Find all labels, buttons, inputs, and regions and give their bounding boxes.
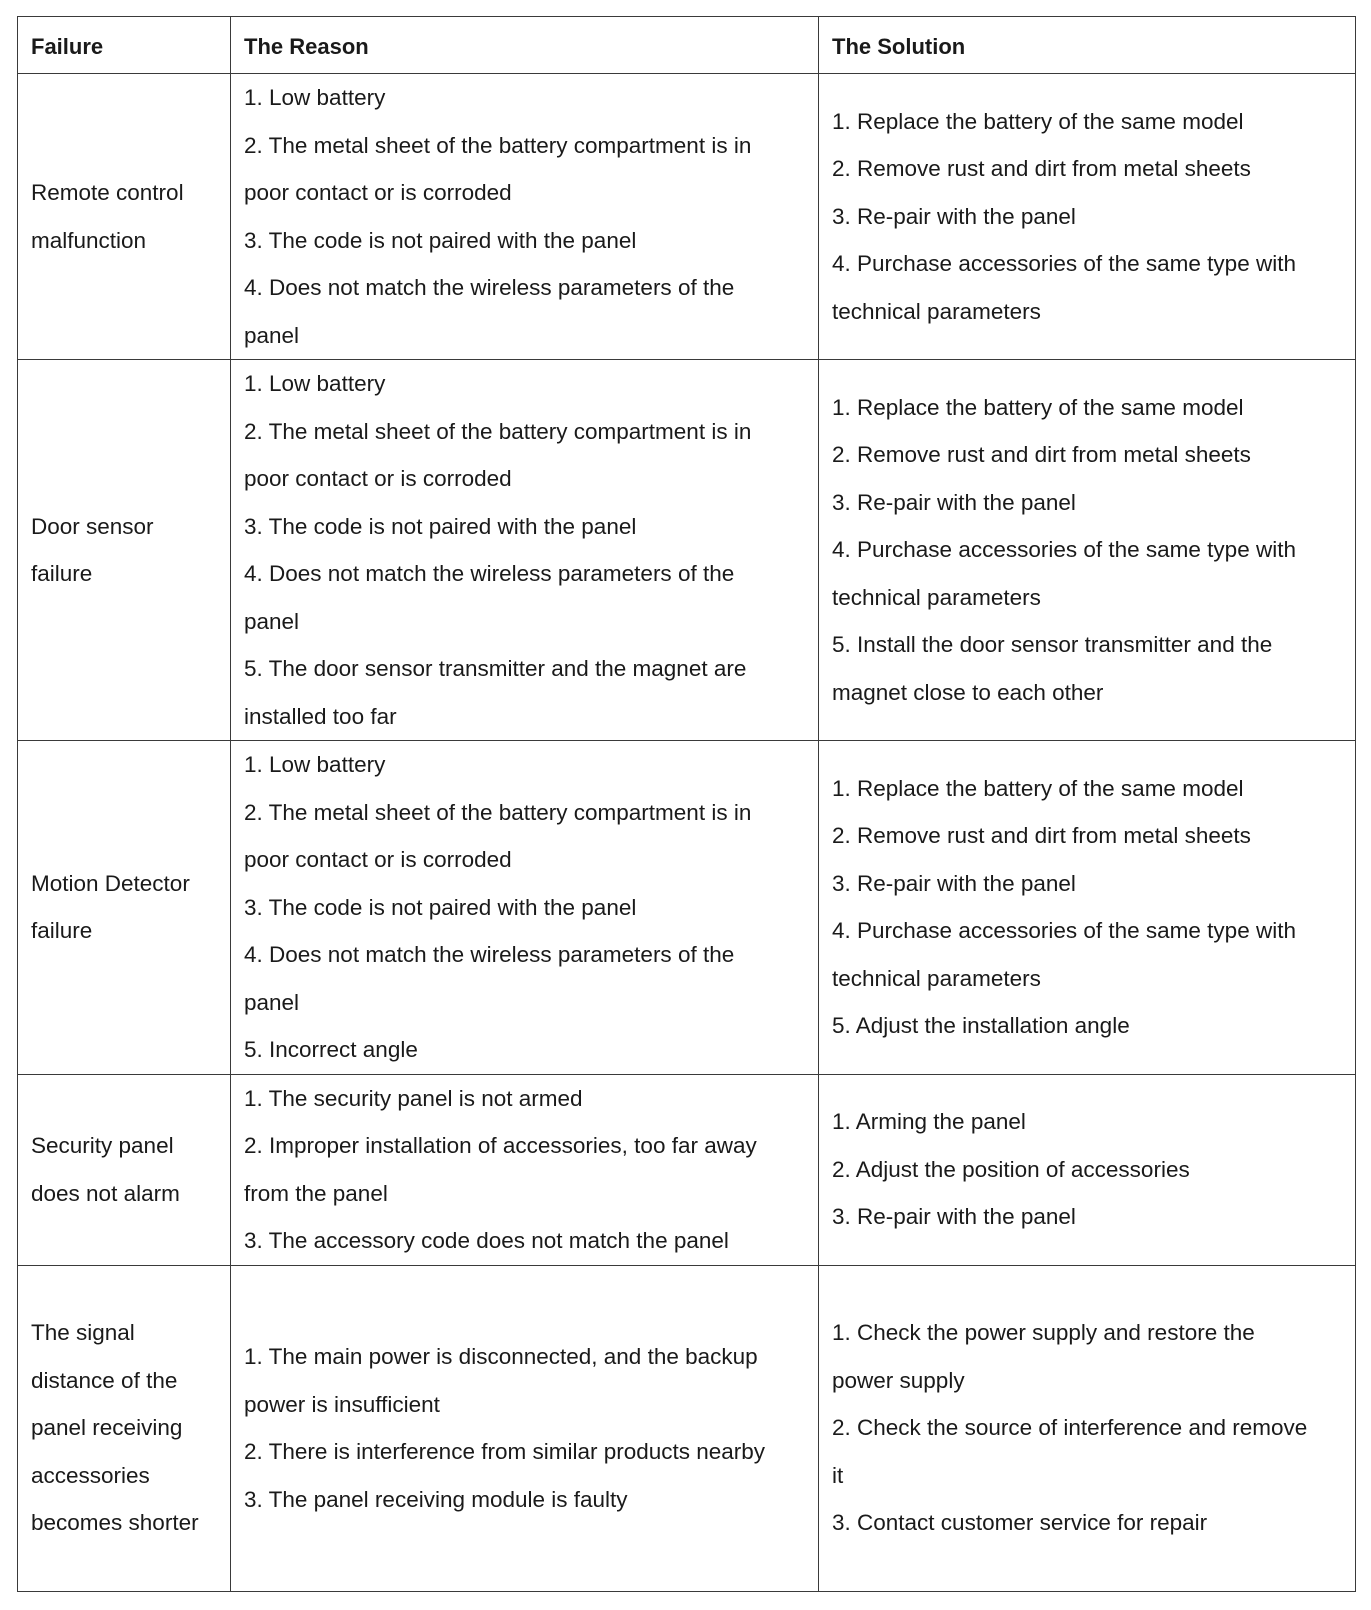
solution-line: 2. Remove rust and dirt from metal sheets bbox=[832, 442, 1251, 468]
solution-line: 5. Install the door sensor transmitter and the bbox=[832, 632, 1273, 658]
solution-line: 3. Re-pair with the panel bbox=[832, 1204, 1076, 1230]
reason-line: 4. Does not match the wireless parameters of the bbox=[244, 942, 735, 967]
solution-line: 1. Replace the battery of the same model bbox=[832, 108, 1244, 134]
reason-line: 3. The code is not paired with the panel bbox=[244, 894, 637, 920]
reason-line: poor contact or is corroded bbox=[244, 180, 512, 205]
solution-cell bbox=[819, 360, 1356, 741]
header-row bbox=[18, 17, 1356, 74]
reason-line: 2. There is interference from similar products nearby bbox=[244, 1439, 766, 1464]
reason-line: 1. Low battery bbox=[244, 85, 386, 110]
solution-line: 4. Purchase accessories of the same type with bbox=[832, 251, 1296, 277]
failure-cell bbox=[18, 1265, 231, 1591]
reason-line: 4. Does not match the wireless parameters of the bbox=[244, 275, 735, 300]
reason-line: 3. The panel receiving module is faulty bbox=[244, 1486, 628, 1512]
reason-cell bbox=[231, 741, 819, 1075]
reason-cell bbox=[231, 360, 819, 741]
failure-line: failure bbox=[31, 561, 93, 586]
solution-line: power supply bbox=[832, 1367, 965, 1393]
table-row bbox=[18, 360, 1356, 741]
solution-line: 1. Replace the battery of the same model bbox=[832, 775, 1244, 801]
failure-line: failure bbox=[31, 918, 93, 944]
table-row bbox=[18, 1265, 1356, 1591]
failure-line: Motion Detector bbox=[31, 870, 190, 896]
reason-line: 1. Low battery bbox=[244, 752, 386, 777]
reason-cell bbox=[231, 74, 819, 360]
reason-line: 2. The metal sheet of the battery compartment is in bbox=[244, 418, 752, 444]
header-solution: The Solution bbox=[819, 17, 1356, 74]
reason-line: poor contact or is corroded bbox=[244, 466, 512, 491]
failure-line: distance of the bbox=[31, 1367, 178, 1393]
solution-line: it bbox=[832, 1462, 844, 1488]
solution-cell bbox=[819, 741, 1356, 1075]
failure-line: malfunction bbox=[31, 227, 147, 253]
solution-line: technical parameters bbox=[832, 965, 1041, 991]
reason-line: panel bbox=[244, 608, 300, 634]
failure-cell bbox=[18, 74, 231, 360]
reason-line: 3. The code is not paired with the panel bbox=[244, 513, 637, 539]
solution-line: 5. Adjust the installation angle bbox=[832, 1013, 1130, 1039]
table-row bbox=[18, 74, 1356, 360]
solution-cell bbox=[819, 1265, 1356, 1591]
solution-line: 2. Check the source of interference and remove bbox=[832, 1415, 1308, 1441]
header-reason: The Reason bbox=[231, 17, 819, 74]
solution-line: 3. Contact customer service for repair bbox=[832, 1510, 1208, 1536]
reason-line: panel bbox=[244, 989, 300, 1015]
solution-line: technical parameters bbox=[832, 298, 1041, 324]
solution-line: 2. Remove rust and dirt from metal sheets bbox=[832, 156, 1251, 182]
failure-line: Remote control bbox=[31, 180, 184, 205]
reason-line: 5. The door sensor transmitter and the magnet are bbox=[244, 656, 747, 681]
failure-line: The signal bbox=[31, 1320, 135, 1346]
solution-line: 3. Re-pair with the panel bbox=[832, 489, 1076, 515]
reason-line: from the panel bbox=[244, 1180, 388, 1206]
failure-line: accessories bbox=[31, 1462, 150, 1488]
solution-cell bbox=[819, 74, 1356, 360]
failure-cell bbox=[18, 1074, 231, 1265]
reason-line: 2. Improper installation of accessories, too far away bbox=[244, 1133, 757, 1158]
solution-line: 2. Adjust the position of accessories bbox=[832, 1156, 1190, 1182]
failure-line: does not alarm bbox=[31, 1180, 180, 1206]
table-body bbox=[18, 74, 1356, 1592]
reason-cell bbox=[231, 1074, 819, 1265]
reason-line: installed too far bbox=[244, 703, 397, 729]
failure-cell bbox=[18, 741, 231, 1075]
reason-line: power is insufficient bbox=[244, 1391, 440, 1417]
solution-line: technical parameters bbox=[832, 584, 1041, 610]
reason-cell bbox=[231, 1265, 819, 1591]
reason-line: 2. The metal sheet of the battery compartment is in bbox=[244, 132, 752, 158]
reason-line: 3. The code is not paired with the panel bbox=[244, 227, 637, 253]
failure-line: Door sensor bbox=[31, 513, 154, 539]
failure-line: panel receiving bbox=[31, 1415, 183, 1441]
solution-line: 4. Purchase accessories of the same type with bbox=[832, 918, 1296, 944]
solution-line: magnet close to each other bbox=[832, 679, 1104, 705]
reason-line: 1. The main power is disconnected, and the backup bbox=[244, 1344, 758, 1369]
failure-cell bbox=[18, 360, 231, 741]
solution-line: 1. Check the power supply and restore the bbox=[832, 1320, 1255, 1346]
reason-line: 5. Incorrect angle bbox=[244, 1037, 418, 1062]
solution-line: 3. Re-pair with the panel bbox=[832, 203, 1076, 229]
troubleshooting-table bbox=[17, 16, 1356, 1592]
table-row bbox=[18, 741, 1356, 1075]
solution-line: 3. Re-pair with the panel bbox=[832, 870, 1076, 896]
reason-line: 1. The security panel is not armed bbox=[244, 1085, 583, 1111]
solution-cell bbox=[819, 1074, 1356, 1265]
solution-line: 2. Remove rust and dirt from metal sheets bbox=[832, 823, 1251, 849]
solution-line: 1. Replace the battery of the same model bbox=[832, 394, 1244, 420]
reason-line: 4. Does not match the wireless parameters of the bbox=[244, 561, 735, 586]
table-row bbox=[18, 1074, 1356, 1265]
header-failure: Failure bbox=[18, 17, 231, 74]
reason-line: panel bbox=[244, 322, 300, 348]
failure-line: Security panel bbox=[31, 1133, 174, 1158]
reason-line: poor contact or is corroded bbox=[244, 847, 512, 872]
solution-line: 4. Purchase accessories of the same type with bbox=[832, 537, 1296, 563]
reason-line: 1. Low battery bbox=[244, 371, 386, 396]
failure-line: becomes shorter bbox=[31, 1510, 199, 1536]
solution-line: 1. Arming the panel bbox=[832, 1109, 1026, 1135]
reason-line: 3. The accessory code does not match the panel bbox=[244, 1228, 729, 1253]
reason-line: 2. The metal sheet of the battery compartment is in bbox=[244, 799, 752, 825]
